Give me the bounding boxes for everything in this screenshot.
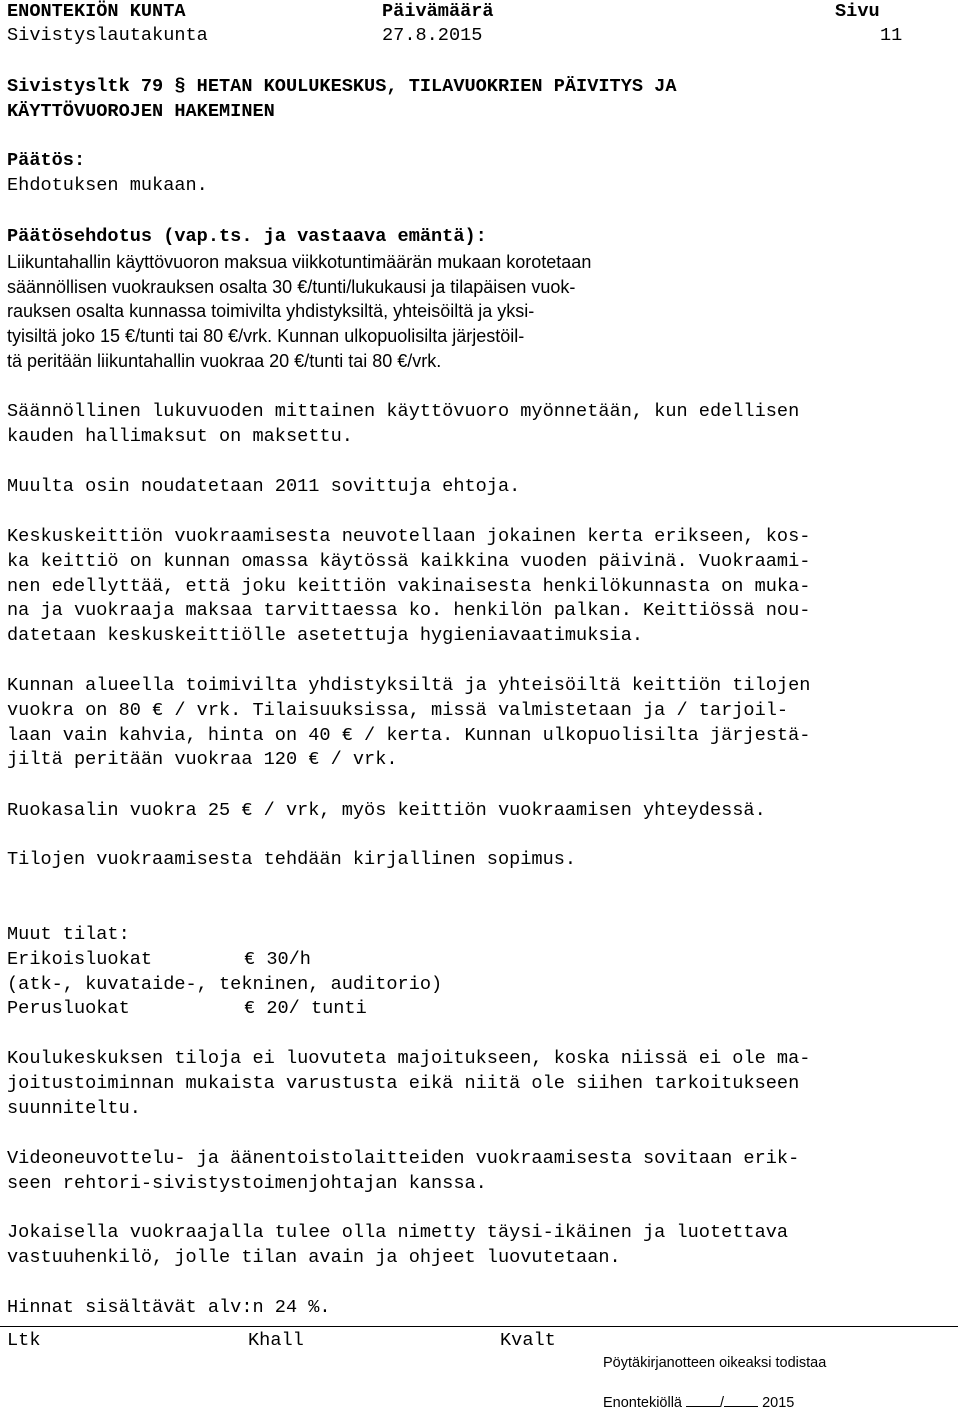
paragraph: [7, 674, 957, 773]
paragraph: [7, 1221, 957, 1271]
footer-khall: Khall: [248, 1330, 304, 1351]
paragraph-line: nen edellyttää, että joku keittiön vakinaisesta henkilökunnasta on muka-: [7, 575, 811, 597]
board-name: Sivistyslautakunta: [7, 25, 208, 46]
document-header: [7, 0, 957, 52]
paragraph-line: suunniteltu.: [7, 1097, 141, 1119]
vat-note: Hinnat sisältävät alv:n 24 %.: [7, 1297, 331, 1318]
paragraph-line: laan vain kahvia, hinta on 40 € / kerta. Kunnan ulkopuolisilta järjestä-: [7, 724, 811, 746]
paragraph: [7, 799, 957, 824]
page-number: 11: [880, 25, 903, 46]
footer-year: 2015: [762, 1395, 795, 1411]
proposal-line: säännöllisen vuokrauksen osalta 30 €/tunti/lukukausi ja tilapäisen vuok-: [7, 276, 576, 297]
title-line: Sivistysltk 79 § HETAN KOULUKESKUS, TILAVUOKRIEN PÄIVITYS JA: [7, 76, 677, 97]
month-blank: [724, 1392, 758, 1407]
special-classes-name: Erikoisluokat: [7, 948, 153, 970]
special-classes-note: (atk-, kuvataide-, tekninen, auditorio): [7, 973, 443, 995]
paragraph-line: na ja vuokraaja maksaa tarvittaessa ko. henkilön palkan. Keittiössä nou-: [7, 600, 811, 622]
proposal-line: rauksen osalta kunnassa toimivilta yhdistyksiltä, yhteisöiltä ja yksi-: [7, 301, 535, 322]
org-name: ENONTEKIÖN KUNTA: [7, 1, 186, 22]
special-classes-row: [7, 948, 957, 973]
paragraph-line: datetaan keskuskeittiölle asetettuja hygieniavaatimuksia.: [7, 625, 644, 647]
paragraph-line: ka keittiö on kunnan omassa käytössä kaikkina vuoden päivinä. Vuokraami-: [7, 550, 811, 572]
proposal-line: tä peritään liikuntahallin vuokraa 20 €/tunti tai 80 €/vrk.: [7, 350, 442, 371]
footer-kvalt: Kvalt: [500, 1330, 556, 1351]
meeting-date: 27.8.2015: [382, 25, 483, 46]
page-label: Sivu: [835, 1, 880, 22]
footer-certify: Pöytäkirjanotteen oikeaksi todistaa: [603, 1355, 827, 1371]
date-label: Päivämäärä: [382, 1, 494, 22]
document-footer: [0, 1326, 960, 1414]
footer-slash: /: [720, 1395, 725, 1411]
paragraph: [7, 400, 957, 450]
special-classes-price: € 30/h: [244, 948, 311, 970]
paragraph-line: Videoneuvottelu- ja äänentoistolaitteiden vuokraamisesta sovitaan erik-: [7, 1148, 800, 1169]
paragraph-line: Jokaisella vuokraajalla tulee olla nimetty täysi-ikäinen ja luotettava: [7, 1222, 789, 1243]
paragraph-line: Säännöllinen lukuvuoden mittainen käyttövuoro myönnetään, kun edellisen: [7, 401, 800, 422]
paragraph: [7, 475, 957, 500]
other-rooms-label: Muut tilat:: [7, 924, 130, 945]
paragraph-line: Muulta osin noudatetaan 2011 sovittuja ehtoja.: [7, 476, 521, 497]
basic-classes-name: Perusluokat: [7, 998, 130, 1020]
basic-classes-price: € 20/ tunti: [244, 998, 367, 1020]
paragraph: [7, 525, 957, 649]
paragraph-line: Keskuskeittiön vuokraamisesta neuvotellaan jokainen kerta erikseen, kos-: [7, 526, 811, 547]
paragraph-line: vastuuhenkilö, jolle tilan avain ja ohjeet luovutetaan.: [7, 1246, 621, 1268]
proposal-line: tyisiltä joko 15 €/tunti tai 80 €/vrk. Kunnan ulkopuolisilta järjestöil-: [7, 326, 525, 347]
footer-signature-line: [603, 1392, 794, 1411]
basic-classes-row: [7, 997, 957, 1022]
paragraph: [7, 1147, 957, 1197]
section-title: [7, 75, 957, 125]
paragraph-line: Ruokasalin vuokra 25 € / vrk, myös keittiön vuokraamisen yhteydessä.: [7, 800, 766, 821]
day-blank: [686, 1392, 720, 1407]
paragraph-line: seen rehtori-sivistystoimenjohtajan kanssa.: [7, 1172, 487, 1194]
footer-place: Enontekiöllä: [603, 1395, 682, 1411]
proposal-block: [7, 225, 957, 374]
proposal-line: Liikuntahallin käyttövuoron maksua viikkotuntimäärän mukaan korotetaan: [7, 251, 592, 272]
other-rooms-block: [7, 923, 957, 1022]
title-line: KÄYTTÖVUOROJEN HAKEMINEN: [7, 100, 275, 122]
paragraph: [7, 1047, 957, 1121]
decision-text: Ehdotuksen mukaan.: [7, 174, 208, 196]
decision-block: [7, 149, 957, 199]
paragraph-line: jiltä peritään vuokraa 120 € / vrk.: [7, 749, 398, 771]
paragraph-line: Kunnan alueella toimivilta yhdistyksiltä ja yhteisöiltä keittiön tilojen: [7, 675, 811, 696]
proposal-label: Päätösehdotus (vap.ts. ja vastaava emäntä):: [7, 226, 487, 247]
footer-ltk: Ltk: [7, 1330, 41, 1351]
paragraph-line: vuokra on 80 € / vrk. Tilaisuuksissa, missä valmistetaan ja / tarjoil-: [7, 699, 789, 721]
paragraph-line: Koulukeskuksen tiloja ei luovuteta majoitukseen, koska niissä ei ole ma-: [7, 1048, 811, 1069]
paragraph-line: kauden hallimaksut on maksettu.: [7, 425, 353, 447]
paragraph: [7, 848, 957, 873]
paragraph-line: joitustoiminnan mukaista varustusta eikä niitä ole siihen tarkoitukseen: [7, 1072, 800, 1094]
paragraph-line: Tilojen vuokraamisesta tehdään kirjallinen sopimus.: [7, 849, 577, 870]
decision-label: Päätös:: [7, 150, 86, 171]
vat-note-block: [7, 1296, 957, 1321]
